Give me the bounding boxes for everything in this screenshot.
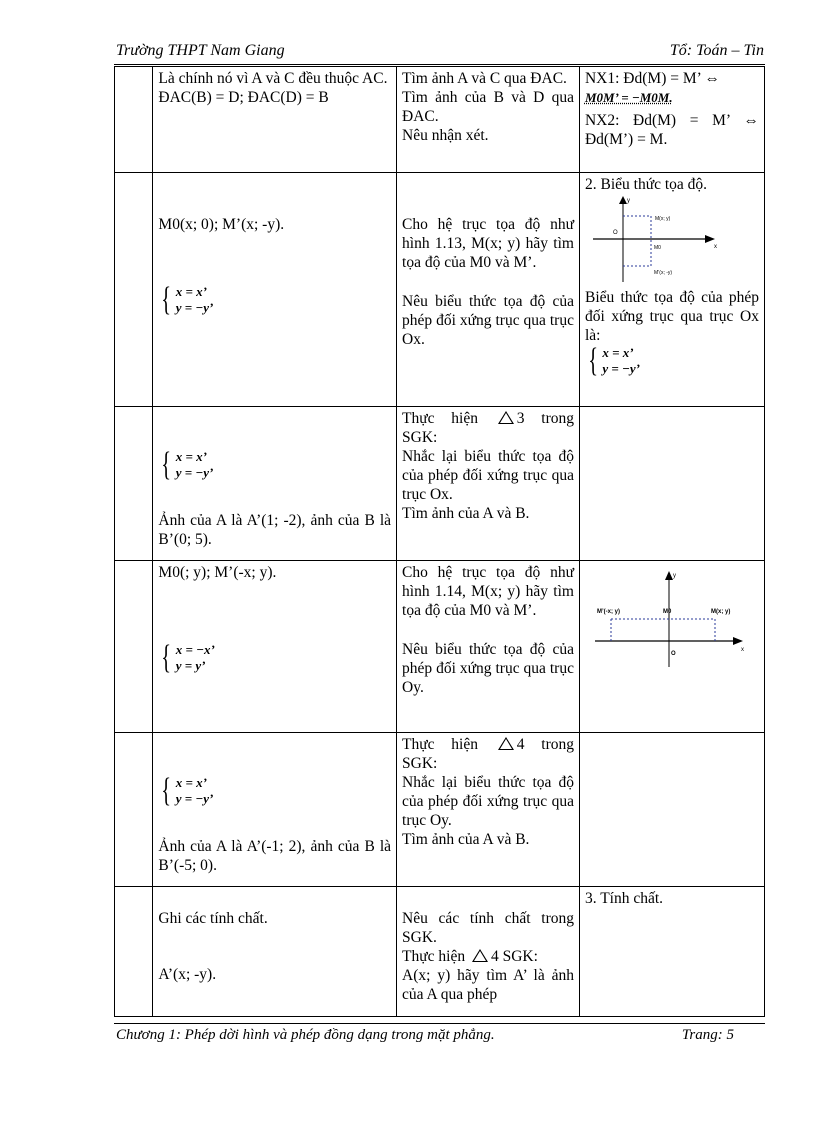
teacher-text: Cho hệ trục tọa độ như hình 1.14, M(x; y) hãy tìm tọa độ của M0 và M’. xyxy=(402,564,574,619)
coordinate-system: { x = x’ y = −y’ xyxy=(161,446,214,483)
triangle-icon xyxy=(498,737,514,750)
student-text: Ảnh của A là A’(-1; 2), ảnh của B là B’(-5; 0). xyxy=(158,838,392,874)
teacher-text: Nêu biểu thức tọa độ của phép đối xứng trục qua trục Ox. xyxy=(402,293,574,348)
school-name: Trường THPT Nam Giang xyxy=(116,42,285,59)
svg-text:x: x xyxy=(713,244,717,250)
teacher-text: Thực hiện 4 trong SGK: xyxy=(402,736,575,772)
triangle-icon xyxy=(498,411,514,424)
student-text: M0(x; 0); M’(x; -y). xyxy=(158,216,285,233)
teacher-text: A(x; y) hãy tìm A’ là ảnh của A qua phép xyxy=(402,967,574,1003)
section-heading: 2. Biểu thức tọa độ. xyxy=(584,176,708,193)
svg-text:M’(-x; y): M’(-x; y) xyxy=(596,609,620,615)
table-row xyxy=(115,67,765,173)
page-header xyxy=(116,42,764,64)
svg-text:M’(x; -y): M’(x; -y) xyxy=(653,270,673,276)
lesson-table xyxy=(114,66,765,1017)
teacher-text: Nêu biểu thức tọa độ của phép đối xứng trục qua trục Oy. xyxy=(402,641,574,696)
student-text: M0(; y); M’(-x; y). xyxy=(158,564,277,581)
note-text: NX2: Đd(M) = M’ ⇔ Đd(M’) = M. xyxy=(584,112,759,148)
teacher-text: Cho hệ trục tọa độ như hình 1.13, M(x; y) hãy tìm tọa độ của M0 và M’. xyxy=(402,216,574,271)
ox-reflection-figure xyxy=(593,194,723,284)
student-text: Ảnh của A là A’(1; -2), ảnh của B là B’(0; 5). xyxy=(158,512,392,548)
chapter-title: Chương 1: Phép dời hình và phép đồng dạng trong mặt phẳng. xyxy=(116,1027,495,1043)
footer-divider xyxy=(114,1023,765,1024)
teacher-text: Nhắc lại biểu thức tọa độ của phép đối xứng trục qua trục Ox. xyxy=(402,448,574,503)
student-text: ĐAC(B) = D; ĐAC(D) = B xyxy=(158,89,329,106)
svg-text:M(x; y): M(x; y) xyxy=(710,609,731,615)
teacher-text: Tìm ảnh của A và B. xyxy=(402,505,530,522)
table-row xyxy=(115,173,765,407)
section-heading: 3. Tính chất. xyxy=(584,890,664,907)
vector-equation: M0M’ = −M0M. xyxy=(584,90,673,105)
triangle-icon xyxy=(472,949,488,962)
teacher-text: Thực hiện 4 SGK: xyxy=(402,948,538,965)
student-text: Là chính nó vì A và C đều thuộc AC. xyxy=(158,70,388,87)
table-row xyxy=(115,407,765,561)
coordinate-system: { x = x’ y = −y’ xyxy=(161,281,214,318)
note-text: Biểu thức tọa độ của phép đối xứng trục qua trục Ox là: xyxy=(584,289,759,344)
coordinate-system: { x = x’ y = −y’ xyxy=(588,342,640,379)
student-text: A’(x; -y). xyxy=(158,966,217,983)
subject-group: Tổ: Toán – Tin xyxy=(669,42,764,59)
oy-reflection-figure xyxy=(591,567,751,667)
teacher-text: Thực hiện 3 trong SGK: xyxy=(402,410,575,446)
teacher-text: Tìm ảnh A và C qua ĐAC. xyxy=(402,70,567,87)
note-text: NX1: Đd(M) = M’ ⇔ xyxy=(584,70,721,87)
teacher-text: Nêu các tính chất trong SGK. xyxy=(402,910,574,946)
svg-text:M0: M0 xyxy=(653,245,661,251)
svg-text:y: y xyxy=(626,198,630,204)
student-text: Ghi các tính chất. xyxy=(158,910,268,927)
coordinate-system: { x = −x’ y = y’ xyxy=(161,639,215,676)
svg-text:y: y xyxy=(672,573,676,579)
header-divider xyxy=(114,64,765,65)
teacher-text: Nhắc lại biểu thức tọa độ của phép đối xứng trục qua trục Oy. xyxy=(402,774,574,829)
teacher-text: Tìm ảnh của B và D qua ĐAC. xyxy=(402,89,574,125)
svg-text:O: O xyxy=(612,230,618,236)
svg-text:O: O xyxy=(670,651,676,657)
table-row xyxy=(115,733,765,887)
svg-text:x: x xyxy=(740,647,744,653)
teacher-text: Tìm ảnh của A và B. xyxy=(402,831,530,848)
coordinate-system: { x = x’ y = −y’ xyxy=(161,772,214,809)
table-row xyxy=(115,887,765,1017)
page-number: Trang: 5 xyxy=(681,1027,734,1043)
table-row xyxy=(115,561,765,733)
svg-text:M0: M0 xyxy=(662,609,672,615)
teacher-text: Nêu nhận xét. xyxy=(402,127,489,144)
svg-text:M(x; y): M(x; y) xyxy=(654,216,671,222)
